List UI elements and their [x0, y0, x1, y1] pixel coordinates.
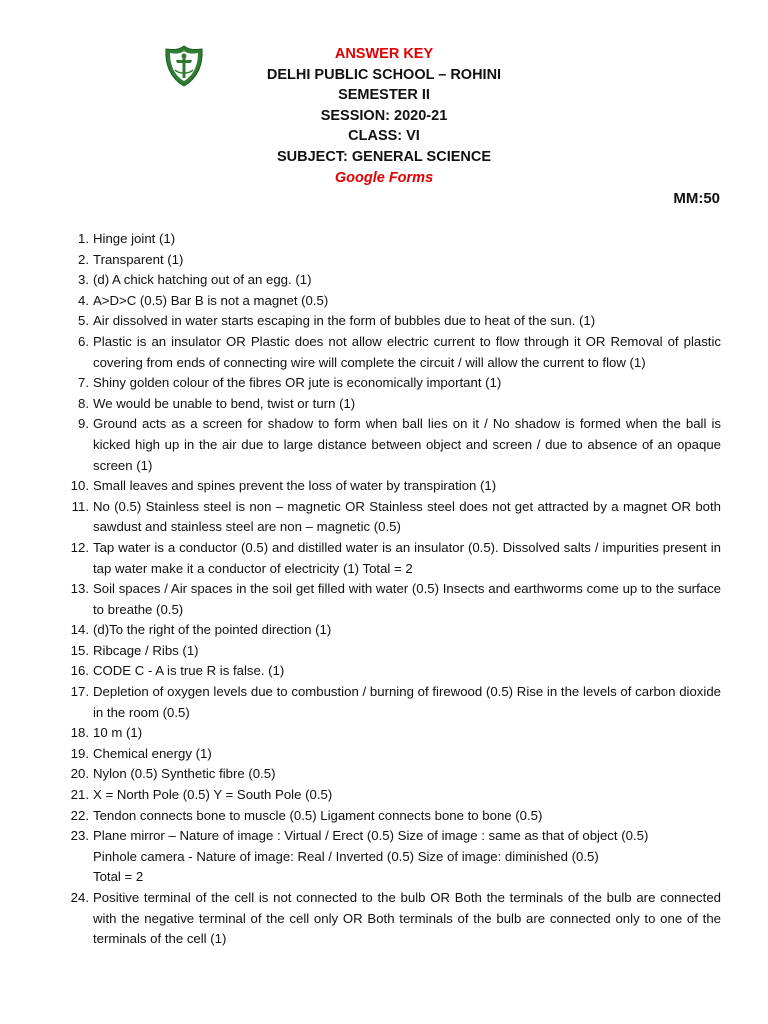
- answer-item: [0, 291, 768, 312]
- answer-text: No (0.5) Stainless steel is non – magnetic OR Stainless steel does not get attracted by a magnet OR both sawdust and stainless steel are non – magnetic (0.5): [93, 498, 721, 535]
- answer-item: [0, 888, 768, 950]
- answer-text: Plastic is an insulator OR Plastic does not allow electric current to flow through it OR Removal of plastic covering from ends of connecting wire will complete the circuit / will allow the current to flow (1): [93, 333, 721, 370]
- answer-item: [0, 250, 768, 271]
- answer-number: 24.: [70, 890, 89, 905]
- answer-list: [0, 229, 768, 950]
- answer-number: 11.: [71, 498, 89, 514]
- answer-number: 14.: [70, 622, 89, 638]
- answer-text: Tendon connects bone to muscle (0.5) Ligament connects bone to bone (0.5): [93, 807, 543, 823]
- answer-number: 13.: [70, 581, 89, 597]
- answer-text: Chemical energy (1): [93, 745, 212, 761]
- answer-number: 2.: [78, 251, 89, 267]
- answer-key-title: ANSWER KEY: [334, 46, 434, 62]
- answer-number: 5.: [78, 313, 89, 329]
- session-label: SESSION: 2020-21: [320, 107, 448, 124]
- answer-text: We would be unable to bend, twist or turn (1): [93, 395, 356, 411]
- answer-item: [0, 311, 768, 332]
- answer-item: [0, 641, 768, 662]
- max-marks: MM:50: [673, 190, 720, 207]
- answer-number: 12.: [70, 539, 89, 555]
- form-type-label: Google Forms: [334, 169, 434, 186]
- answer-text: Tap water is a conductor (0.5) and distilled water is an insulator (0.5). Dissolved salts / impurities present in tap water make it a conductor of electricity (1) Total = 2: [93, 539, 721, 576]
- answer-text: Positive terminal of the cell is not connected to the bulb OR Both the terminals of the bulb are connected with the negative terminal of the cell only OR Both terminals of the bulb are connected only to one of the terminals of the cell (1): [93, 890, 721, 947]
- answer-item: [0, 682, 768, 723]
- answer-item: [0, 661, 768, 682]
- answer-text: Transparent (1): [93, 251, 184, 267]
- answer-text: Small leaves and spines prevent the loss of water by transpiration (1): [93, 478, 497, 494]
- answer-text: 10 m (1): [93, 725, 143, 741]
- answer-text: (d)To the right of the pointed direction (1): [93, 622, 332, 638]
- answer-item: [0, 229, 768, 250]
- answer-text-line: Total = 2: [93, 869, 144, 885]
- answer-number: 15.: [70, 642, 89, 658]
- document-header: [0, 44, 768, 188]
- answer-text: Ribcage / Ribs (1): [93, 642, 199, 658]
- school-name: DELHI PUBLIC SCHOOL – ROHINI: [266, 66, 502, 83]
- answer-text: Air dissolved in water starts escaping in the form of bubbles due to heat of the sun. (1): [93, 313, 596, 329]
- answer-text: Ground acts as a screen for shadow to form when ball lies on it / No shadow is formed when the ball is kicked high up in the air due to large distance between object and screen / due to absence of an opaque screen (1): [93, 416, 721, 473]
- answer-text: A>D>C (0.5) Bar B is not a magnet (0.5): [93, 292, 329, 308]
- answer-text-line: Pinhole camera - Nature of image: Real / Inverted (0.5) Size of image: diminished (0.5): [93, 848, 599, 864]
- answer-item: [0, 764, 768, 785]
- answer-number: 19.: [70, 745, 89, 761]
- answer-number: 7.: [78, 375, 89, 391]
- answer-item: [0, 826, 768, 888]
- answer-number: 1.: [78, 231, 89, 246]
- answer-item: [0, 620, 768, 641]
- subject-label: SUBJECT: GENERAL SCIENCE: [276, 148, 492, 165]
- answer-number: 9.: [78, 416, 89, 432]
- answer-number: 3.: [78, 272, 89, 288]
- semester-label: SEMESTER II: [338, 87, 430, 104]
- answer-text: Nylon (0.5) Synthetic fibre (0.5): [93, 766, 276, 782]
- answer-text: Soil spaces / Air spaces in the soil get filled with water (0.5) Insects and earthworms come up to the surface to breathe (0.5): [93, 581, 721, 617]
- answer-text-line: Plane mirror – Nature of image : Virtual / Erect (0.5) Size of image : same as that of object (0.5): [93, 828, 649, 844]
- answer-item: [0, 394, 768, 415]
- answer-item: [0, 806, 768, 827]
- answer-item: [0, 497, 768, 538]
- answer-number: 16.: [70, 663, 89, 679]
- answer-text: Hinge joint (1): [93, 231, 176, 246]
- answer-number: 18.: [70, 725, 89, 741]
- answer-number: 4.: [78, 292, 89, 308]
- answer-item: [0, 785, 768, 806]
- answer-text: Shiny golden colour of the fibres OR jute is economically important (1): [93, 375, 502, 391]
- answer-number: 23.: [70, 828, 89, 844]
- answer-item: [0, 270, 768, 291]
- answer-number: 22.: [70, 807, 89, 823]
- answer-item: [0, 414, 768, 476]
- answer-number: 20.: [70, 766, 89, 782]
- answer-text: Depletion of oxygen levels due to combustion / burning of firewood (0.5) Rise in the levels of carbon dioxide in the room (0.5): [93, 684, 721, 720]
- answer-item: [0, 332, 768, 373]
- answer-item: [0, 476, 768, 497]
- answer-item: [0, 723, 768, 744]
- answer-item: [0, 373, 768, 394]
- class-label: CLASS: VI: [348, 128, 420, 145]
- answer-number: 8.: [78, 395, 89, 411]
- answer-item: [0, 538, 768, 579]
- answer-item: [0, 579, 768, 620]
- answer-number: 17.: [70, 684, 89, 700]
- answer-item: [0, 744, 768, 765]
- answer-number: 6.: [78, 333, 89, 349]
- answer-number: 21.: [70, 787, 89, 803]
- answer-text: (d) A chick hatching out of an egg. (1): [93, 272, 312, 288]
- answer-number: 10.: [70, 478, 89, 494]
- answer-text: X = North Pole (0.5) Y = South Pole (0.5): [93, 787, 333, 803]
- answer-text: CODE C - A is true R is false. (1): [93, 663, 285, 679]
